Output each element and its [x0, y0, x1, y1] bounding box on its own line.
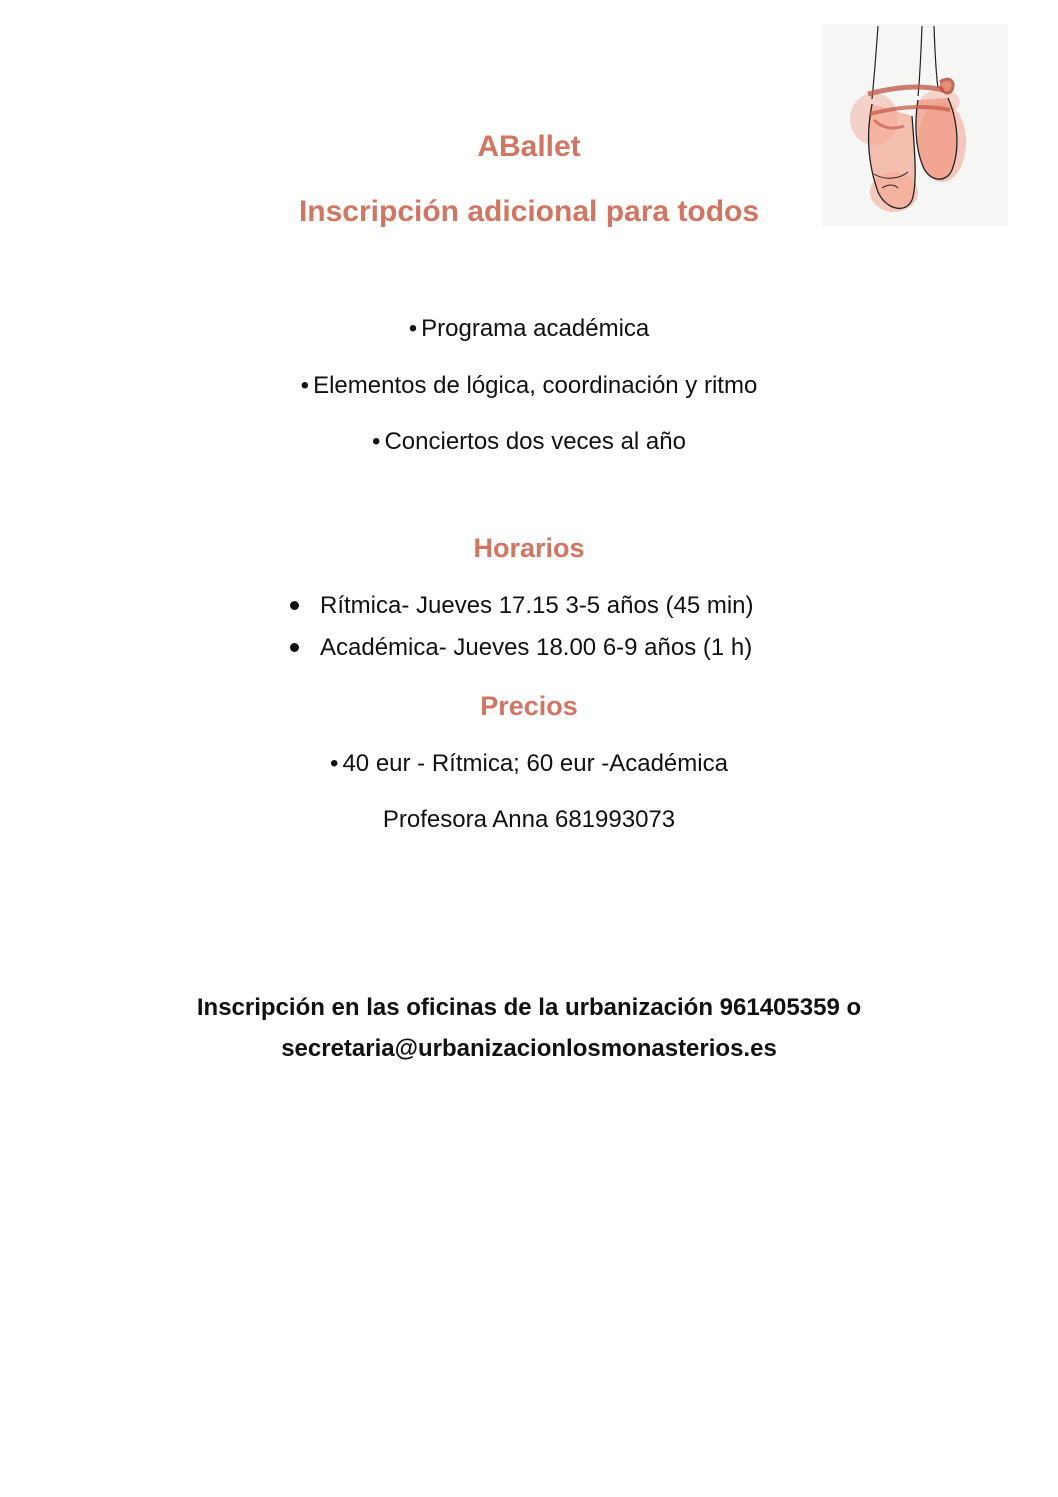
bullet-icon: [290, 643, 299, 652]
schedule-item: [288, 633, 754, 675]
feature-text: Programa académica: [421, 315, 650, 342]
price-text: 40 eur - Rítmica; 60 eur -Académica: [342, 750, 728, 777]
feature-text: Conciertos dos veces al año: [384, 428, 686, 455]
registration-email: secretaria@urbanizacionlosmonasterios.es: [281, 1035, 777, 1062]
page-subtitle: Inscripción adicional para todos: [298, 195, 760, 228]
bullet-icon: •: [330, 750, 339, 777]
schedule-item: [288, 591, 754, 633]
prices-heading: Precios: [480, 691, 578, 721]
schedule-list: [288, 591, 754, 675]
bullet-icon: •: [408, 315, 418, 342]
schedule-text: Académica- Jueves 18.00 6-9 años (1 h): [320, 634, 753, 661]
teacher-contact: Profesora Anna 681993073: [382, 806, 676, 833]
bullet-icon: •: [300, 372, 310, 399]
feature-item: [0, 371, 1058, 401]
bullet-icon: •: [372, 428, 381, 455]
schedule-text: Rítmica- Jueves 17.15 3-5 años (45 min): [320, 592, 754, 619]
feature-item: [0, 314, 1058, 344]
feature-text: Elementos de lógica, coordinación y ritmo: [313, 372, 758, 399]
registration-info: Inscripción en las oficinas de la urbanización 961405359 o: [196, 994, 862, 1021]
price-item: [0, 749, 1058, 779]
page-title: ABallet: [477, 130, 581, 163]
bullet-icon: [290, 601, 299, 610]
feature-item: [0, 427, 1058, 457]
schedule-heading: Horarios: [473, 533, 585, 563]
